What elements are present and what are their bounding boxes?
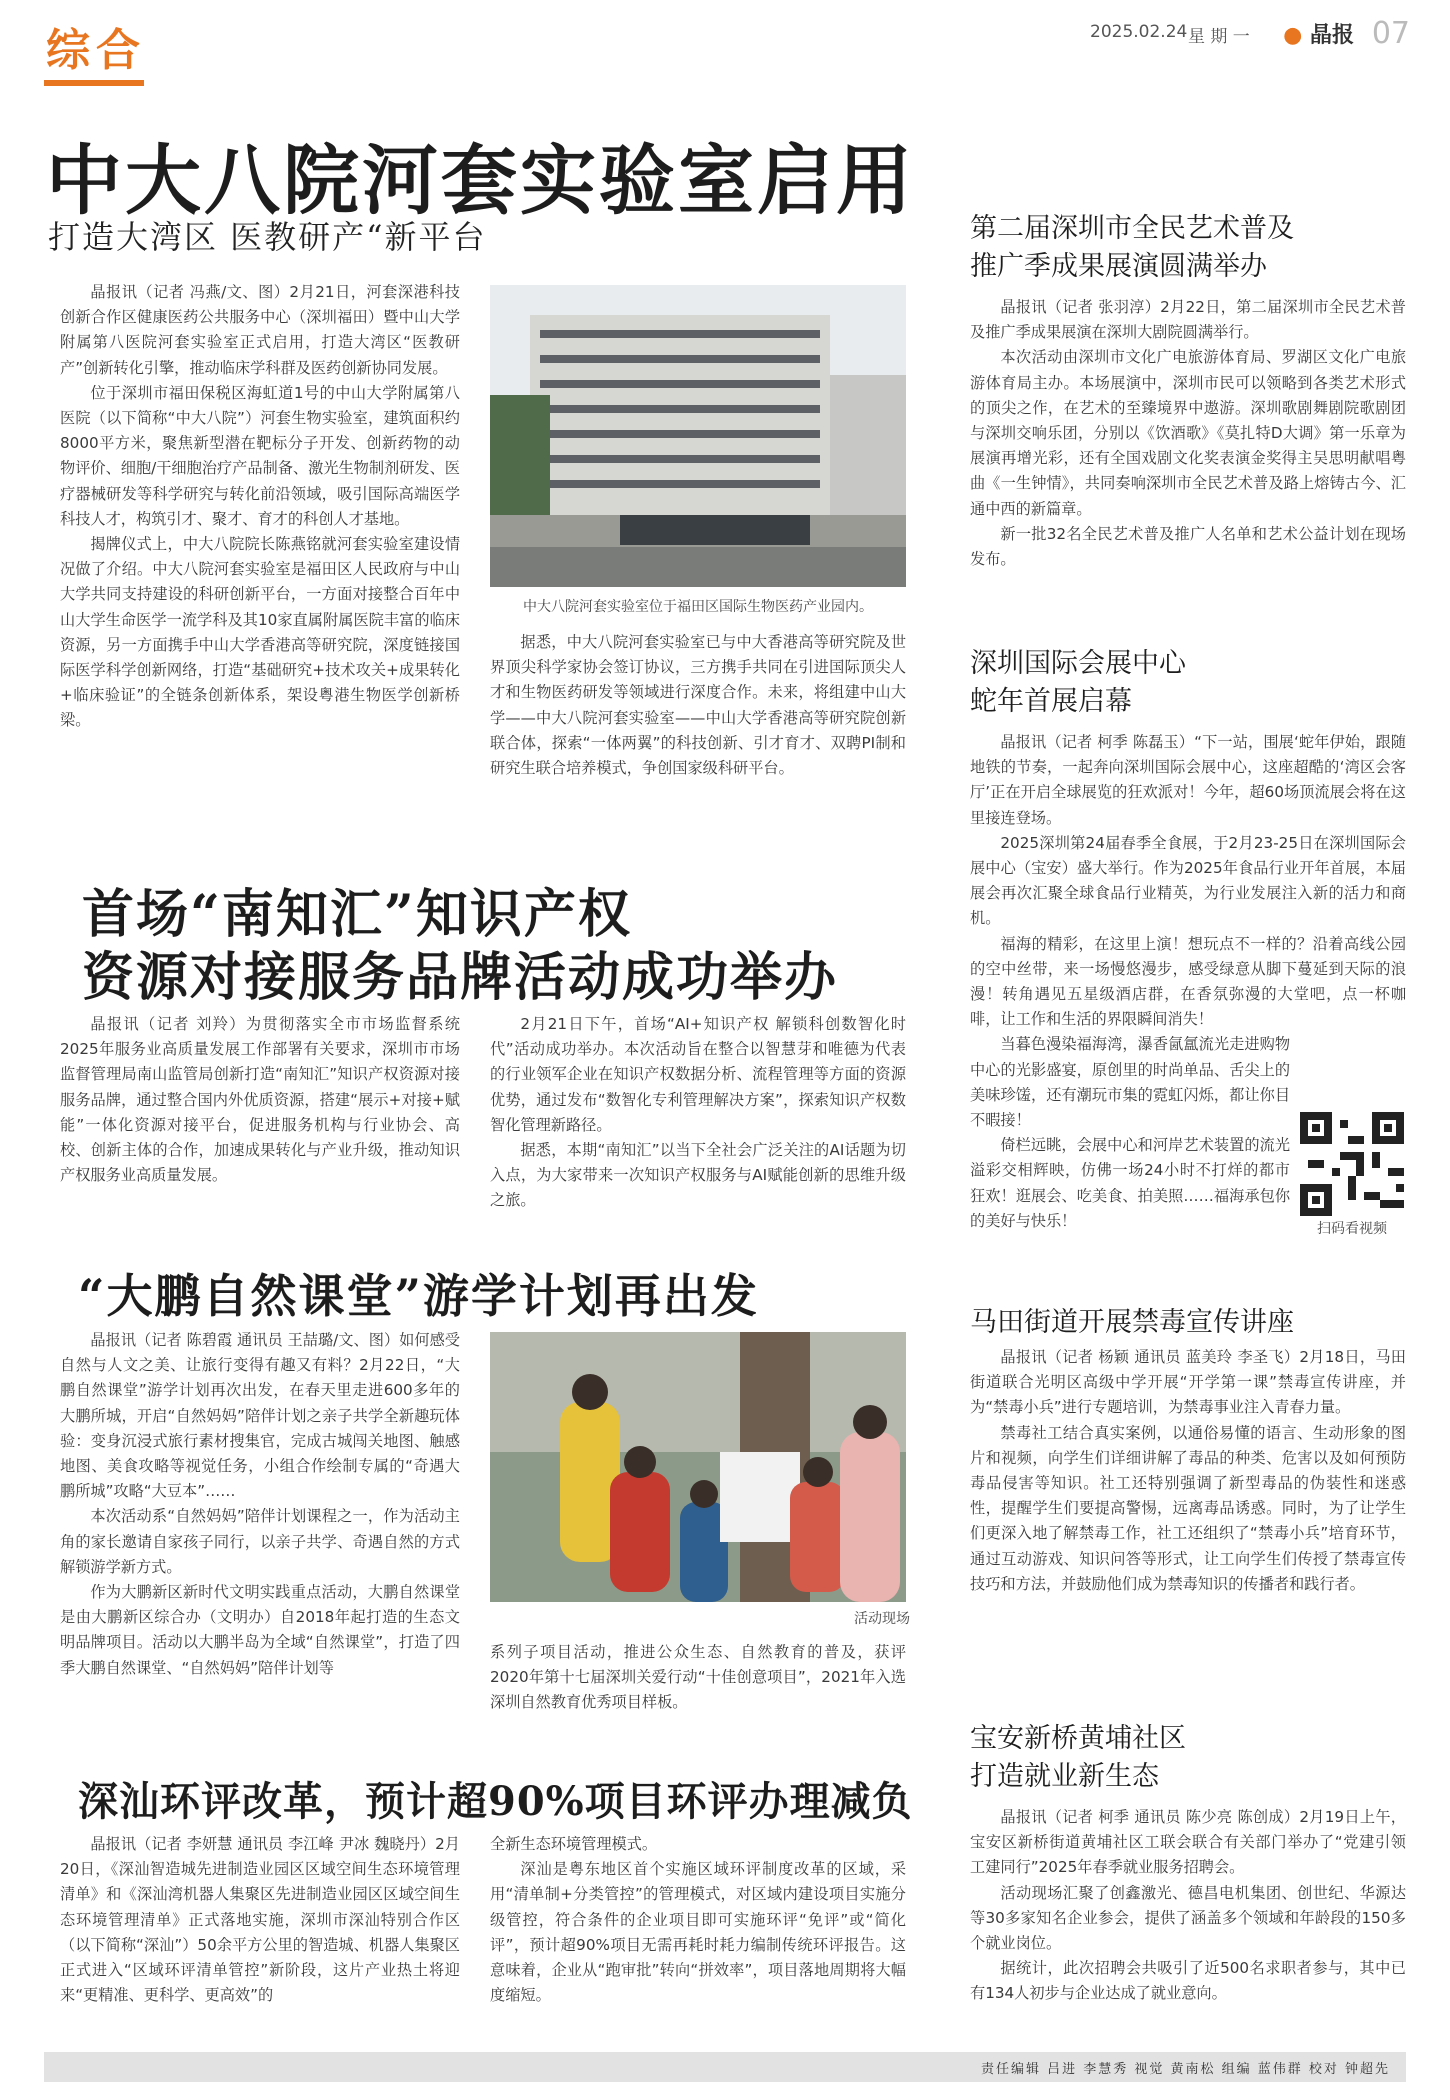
- paragraph: 全新生态环境管理模式。: [490, 1835, 658, 1853]
- paragraph: 晶报讯（记者 柯季 陈磊玉）“下一站，围展‘蛇年伊始，跟随地铁的节奏，一起奔向深圳国际会展中心，这座超酷的‘湾区会客厅’正在开启全球展览的狂欢派对！今年，超60场顶流展会将在这里接连登场。: [970, 733, 1406, 827]
- article-title: 深汕环评改革，预计超90%项目环评办理减负: [78, 1778, 913, 1825]
- paragraph: 系列子项目活动，推进公众生态、自然教育的普及，获评2020年第十七届深圳关爱行动“十佳创意项目”，2021年入选深圳自然教育优秀项目样板。: [490, 1643, 906, 1712]
- paragraph: 晶报讯（记者 杨颖 通讯员 蓝美玲 李圣飞）2月18日，马田街道联合光明区高级中学开展“开学第一课”禁毒宣传讲座，并为“禁毒小兵”进行专题培训，为禁毒事业注入青春力量。: [970, 1348, 1406, 1417]
- paragraph: 揭牌仪式上，中大八院院长陈燕铭就河套实验室建设情况做了介绍。中大八院河套实验室是福田区人民政府与中山大学共同支持建设的科研创新平台，一方面对接整合百年中山大学生命医学一流学科及其10家直属附属医院丰富的临床资源，另一方面携手中山大学香港高等研究院，深度链接国际医学科学创新网络，打造“基础研究+技术攻关+成果转化+临床验证”的全链条创新体系，架设粤港生物医学创新桥梁。: [60, 535, 460, 730]
- paragraph: 活动现场汇聚了创鑫激光、德昌电机集团、创世纪、华源达等30多家知名企业参会，提供了涵盖多个领域和年龄段的150多个就业岗位。: [970, 1883, 1406, 1953]
- activity-photo: [490, 1332, 906, 1602]
- logo-text: 晶报: [1309, 22, 1354, 48]
- article-title: “大鹏自然课堂”游学计划再出发: [78, 1269, 759, 1323]
- paragraph: 福海的精彩，在这里上演！想玩点不一样的？沿着高线公园的空中丝带，来一场慢悠漫步，感受绿意从脚下蔓延到天际的浪漫！转角遇见五星级酒店群，在香氛弥漫的大堂吧，点一杯咖啡，让工作和生活的界限瞬间消失！: [970, 934, 1406, 1029]
- paragraph: 2月21日下午，首场“AI+知识产权 解锁科创数智化时代”活动成功举办。本次活动旨在整合以智慧芽和唯德为代表的行业领军企业在知识产权数据分析、流程管理等方面的资源优势，通过发布“数智化专利管理解决方案”，探索知识产权数智化管理新路径。: [490, 1015, 906, 1134]
- article-body-left: [60, 1328, 460, 1681]
- sidebar-article-title: [970, 1720, 1186, 1796]
- building-illustration: [490, 285, 906, 587]
- paragraph: 晶报讯（记者 陈碧霞 通讯员 王喆璐/文、图）如何感受自然与人文之美、让旅行变得有趣又有料？2月22日，“大鹏自然课堂”游学计划再次出发，在春天里走进600多年的大鹏所城，开启“自然妈妈”陪伴计划之亲子共学全新趣玩体验：变身沉浸式旅行素材搜集官，完成古城闯关地图、触感地图、美食攻略等视觉任务，小组合作绘制专属的“奇遇大鹏所城”攻略“大豆本”……: [60, 1331, 460, 1501]
- title-line: 打造就业新生态: [970, 1761, 1159, 1792]
- paragraph: 新一批32名全民艺术普及推广人名单和艺术公益计划在现场发布。: [970, 524, 1406, 569]
- lab-building-photo: [490, 285, 906, 587]
- issue-date: 2025.02.24: [1090, 22, 1188, 42]
- sidebar-article-body: [970, 1345, 1406, 1597]
- paragraph: 据悉，中大八院河套实验室已与中大香港高等研究院及世界顶尖科学家协会签订协议，三方携手共同在引进国际顶尖人才和生物医药研发等领域进行深度合作。未来，将组建中山大学——中大八院河套实验室——中山大学香港高等研究院创新联合体，探索“一体两翼”的科技创新、引才育才、双聘PI制和研究生联合培养模式，争创国家级科研平台。: [490, 633, 906, 778]
- title-line: 深圳国际会展中心: [970, 648, 1186, 679]
- paragraph: 位于深圳市福田保税区海虹道1号的中山大学附属第八医院（以下简称“中大八院”）河套生物实验室，建筑面积约8000平方米，聚焦新型潜在靶标分子开发、创新药物的动物评价、细胞/干细胞治疗产品制备、激光生物制剂研发、医疗器械研发等科学研究与转化前沿领域，吸引国际高端医学科技人才，构筑引才、聚才、育才的科创人才基地。: [60, 383, 460, 528]
- sidebar-article-title: [970, 210, 1294, 286]
- editor-credits: 责任编辑 吕进 李慧秀 视觉 黄南松 组编 蓝伟群 校对 钟超先: [980, 2062, 1390, 2077]
- title-line: 第二届深圳市全民艺术普及: [970, 213, 1294, 244]
- title-line: 推广季成果展演圆满举办: [970, 251, 1267, 282]
- qr-code-icon: [1300, 1112, 1404, 1216]
- article-body-left: [60, 1012, 460, 1188]
- paragraph: 晶报讯（记者 柯季 通讯员 陈少亮 陈创成）2月19日上午，宝安区新桥街道黄埔社区工联会联合有关部门举办了“党建引领 工建同行”2025年春季就业服务招聘会。: [970, 1808, 1406, 1877]
- article-body-right: [490, 1640, 906, 1716]
- paragraph: 倚栏远眺，会展中心和河岸艺术装置的流光溢彩交相辉映，仿佛一场24小时不打烊的都市狂欢！逛展会、吃美食、拍美照……福海承包你的美好与快乐！: [970, 1136, 1290, 1230]
- title-line: 蛇年首展启幕: [970, 686, 1132, 717]
- paragraph: 本次活动由深圳市文化广电旅游体育局、罗湖区文化广电旅游体育局主办。本场展演中，深圳市民可以领略到各类艺术形式的顶尖之作，在艺术的至臻境界中遨游。深圳歌剧舞剧院歌剧团与深圳交响乐团，分别以《饮酒歌》《莫扎特D大调》第一乐章为展演再增光彩，还有全国戏剧文化奖表演金奖得主吴思明献唱粤曲《一生钟情》，共同奏响深圳市全民艺术普及路上熔铸古今、汇通中西的新篇章。: [970, 348, 1406, 518]
- qr-code: [1300, 1112, 1404, 1216]
- activity-illustration: [490, 1332, 906, 1602]
- paragraph: 据统计，此次招聘会共吸引了近500名求职者参与，其中已有134人初步与企业达成了就业意向。: [970, 1959, 1406, 2003]
- paragraph: 据悉，本期“南知汇”以当下全社会广泛关注的AI话题为切入点，为大家带来一次知识产权服务与AI赋能创新的思维升级之旅。: [490, 1141, 906, 1210]
- paragraph: 晶报讯（记者 李妍慧 通讯员 李江峰 尹冰 魏晓丹）2月20日，《深汕智造城先进制造业园区区域空间生态环境管理清单》和《深汕湾机器人集聚区先进制造业园区区域空间生态环境管理清单》正式落地实施，深圳市深汕特别合作区（以下简称“深汕”）50余平方公里的智造城、机器人集聚区正式进入“区域环评清单管控”新阶段，这片产业热土将迎来“更精准、更科学、更高效”的: [60, 1835, 460, 2005]
- qr-caption: 扫码看视频: [1317, 1221, 1387, 1237]
- sidebar-article-title: [970, 645, 1186, 721]
- logo-icon: ●: [1283, 22, 1303, 48]
- article-subtitle: 打造大湾区 医教研产“新平台: [48, 218, 487, 256]
- article-title-line2: 资源对接服务品牌活动成功举办: [82, 947, 839, 1008]
- paragraph: 当暮色漫染福海湾，瀑香氤氲流光走进购物中心的光影盛宴，原创里的时尚单品、舌尖上的美味珍馐，还有潮玩市集的霓虹闪烁，都让你目不暇接！: [970, 1035, 1290, 1130]
- article-title: 中大八院河套实验室启用: [46, 136, 915, 225]
- photo-caption: 中大八院河套实验室位于福田区国际生物医药产业园内。: [523, 599, 873, 615]
- title-line: 宝安新桥黄埔社区: [970, 1723, 1186, 1754]
- issue-weekday: 星 期 一: [1188, 27, 1250, 47]
- section-underline: [44, 80, 144, 86]
- paragraph: 晶报讯（记者 张羽淳）2月22日，第二届深圳市全民艺术普及推广季成果展演在深圳大剧院圆满举行。: [970, 298, 1406, 342]
- article-body-left: [60, 280, 460, 734]
- paragraph: 深汕是粤东地区首个实施区域环评制度改革的区域，采用“清单制+分类管控”的管理模式，对区域内建设项目实施分级管控，符合条件的企业项目即可实施环评“免评”或“简化评”，预计超90%项目无需再耗时耗力编制传统环评报告。这意味着，企业从“跑审批”转向“拼效率”，项目落地周期将大幅度缩短。: [490, 1860, 906, 2005]
- article-body-right: [490, 1832, 906, 2008]
- sidebar-article-title: 马田街道开展禁毒宣传讲座: [970, 1307, 1294, 1338]
- article-body-right: [490, 1012, 906, 1214]
- photo-caption: 活动现场: [854, 1611, 910, 1627]
- article-title-line1: 首场“南知汇”知识产权: [82, 884, 632, 945]
- article-body-right: [490, 630, 906, 781]
- section-title: 综合: [46, 25, 146, 76]
- paragraph: 禁毒社工结合真实案例，以通俗易懂的语言、生动形象的图片和视频，向学生们详细讲解了毒品的种类、危害以及如何预防毒品侵害等知识。社工还特别强调了新型毒品的伪装性和迷惑性，提醒学生们要提高警惕，远离毒品诱惑。同时，为了让学生们更深入地了解禁毒工作，社工还组织了“禁毒小兵”培育环节，通过互动游戏、知识问答等形式，让工向学生们传授了禁毒宣传技巧和方法，并鼓励他们成为禁毒知识的传播者和践行者。: [970, 1423, 1406, 1593]
- paragraph: 2025深圳第24届春季全食展，于2月23-25日在深圳国际会展中心（宝安）盛大举行。作为2025年食品行业开年首展，本届展会再次汇聚全球食品行业精英，为行业发展注入新的活力和商机。: [970, 833, 1406, 928]
- page-number: 07: [1371, 16, 1410, 51]
- newspaper-logo: [1283, 18, 1354, 49]
- paragraph: 晶报讯（记者 刘羚）为贯彻落实全市市场监督系统2025年服务业高质量发展工作部署有关要求，深圳市市场监督管理局南山监管局创新打造“南知汇”知识产权资源对接服务品牌，通过整合国内外优质资源，搭建“展示+对接+赋能”一体化资源对接平台，促进服务机构与行业协会、高校、创新主体的合作，加速成果转化与产业升级，推动知识产权服务业高质量发展。: [60, 1015, 460, 1185]
- sidebar-article-body: [970, 295, 1406, 572]
- article-body-left: [60, 1832, 460, 2008]
- paragraph: 晶报讯（记者 冯燕/文、图）2月21日，河套深港科技创新合作区健康医药公共服务中心（深圳福田）暨中山大学附属第八医院河套实验室正式启用，打造大湾区“医教研产”创新转化引擎，推动临床学科群及医药创新协同发展。: [60, 283, 460, 377]
- paragraph: 本次活动系“自然妈妈”陪伴计划课程之一，作为活动主角的家长邀请自家孩子同行，以亲子共学、奇遇自然的方式解锁游学新方式。: [60, 1507, 460, 1576]
- paragraph: 作为大鹏新区新时代文明实践重点活动，大鹏自然课堂是由大鹏新区综合办（文明办）自2018年起打造的生态文明品牌项目。活动以大鹏半岛为全域“自然课堂”，打造了四季大鹏自然课堂、“自然妈妈”陪伴计划等: [60, 1583, 460, 1677]
- sidebar-article-body: [970, 1805, 1406, 2007]
